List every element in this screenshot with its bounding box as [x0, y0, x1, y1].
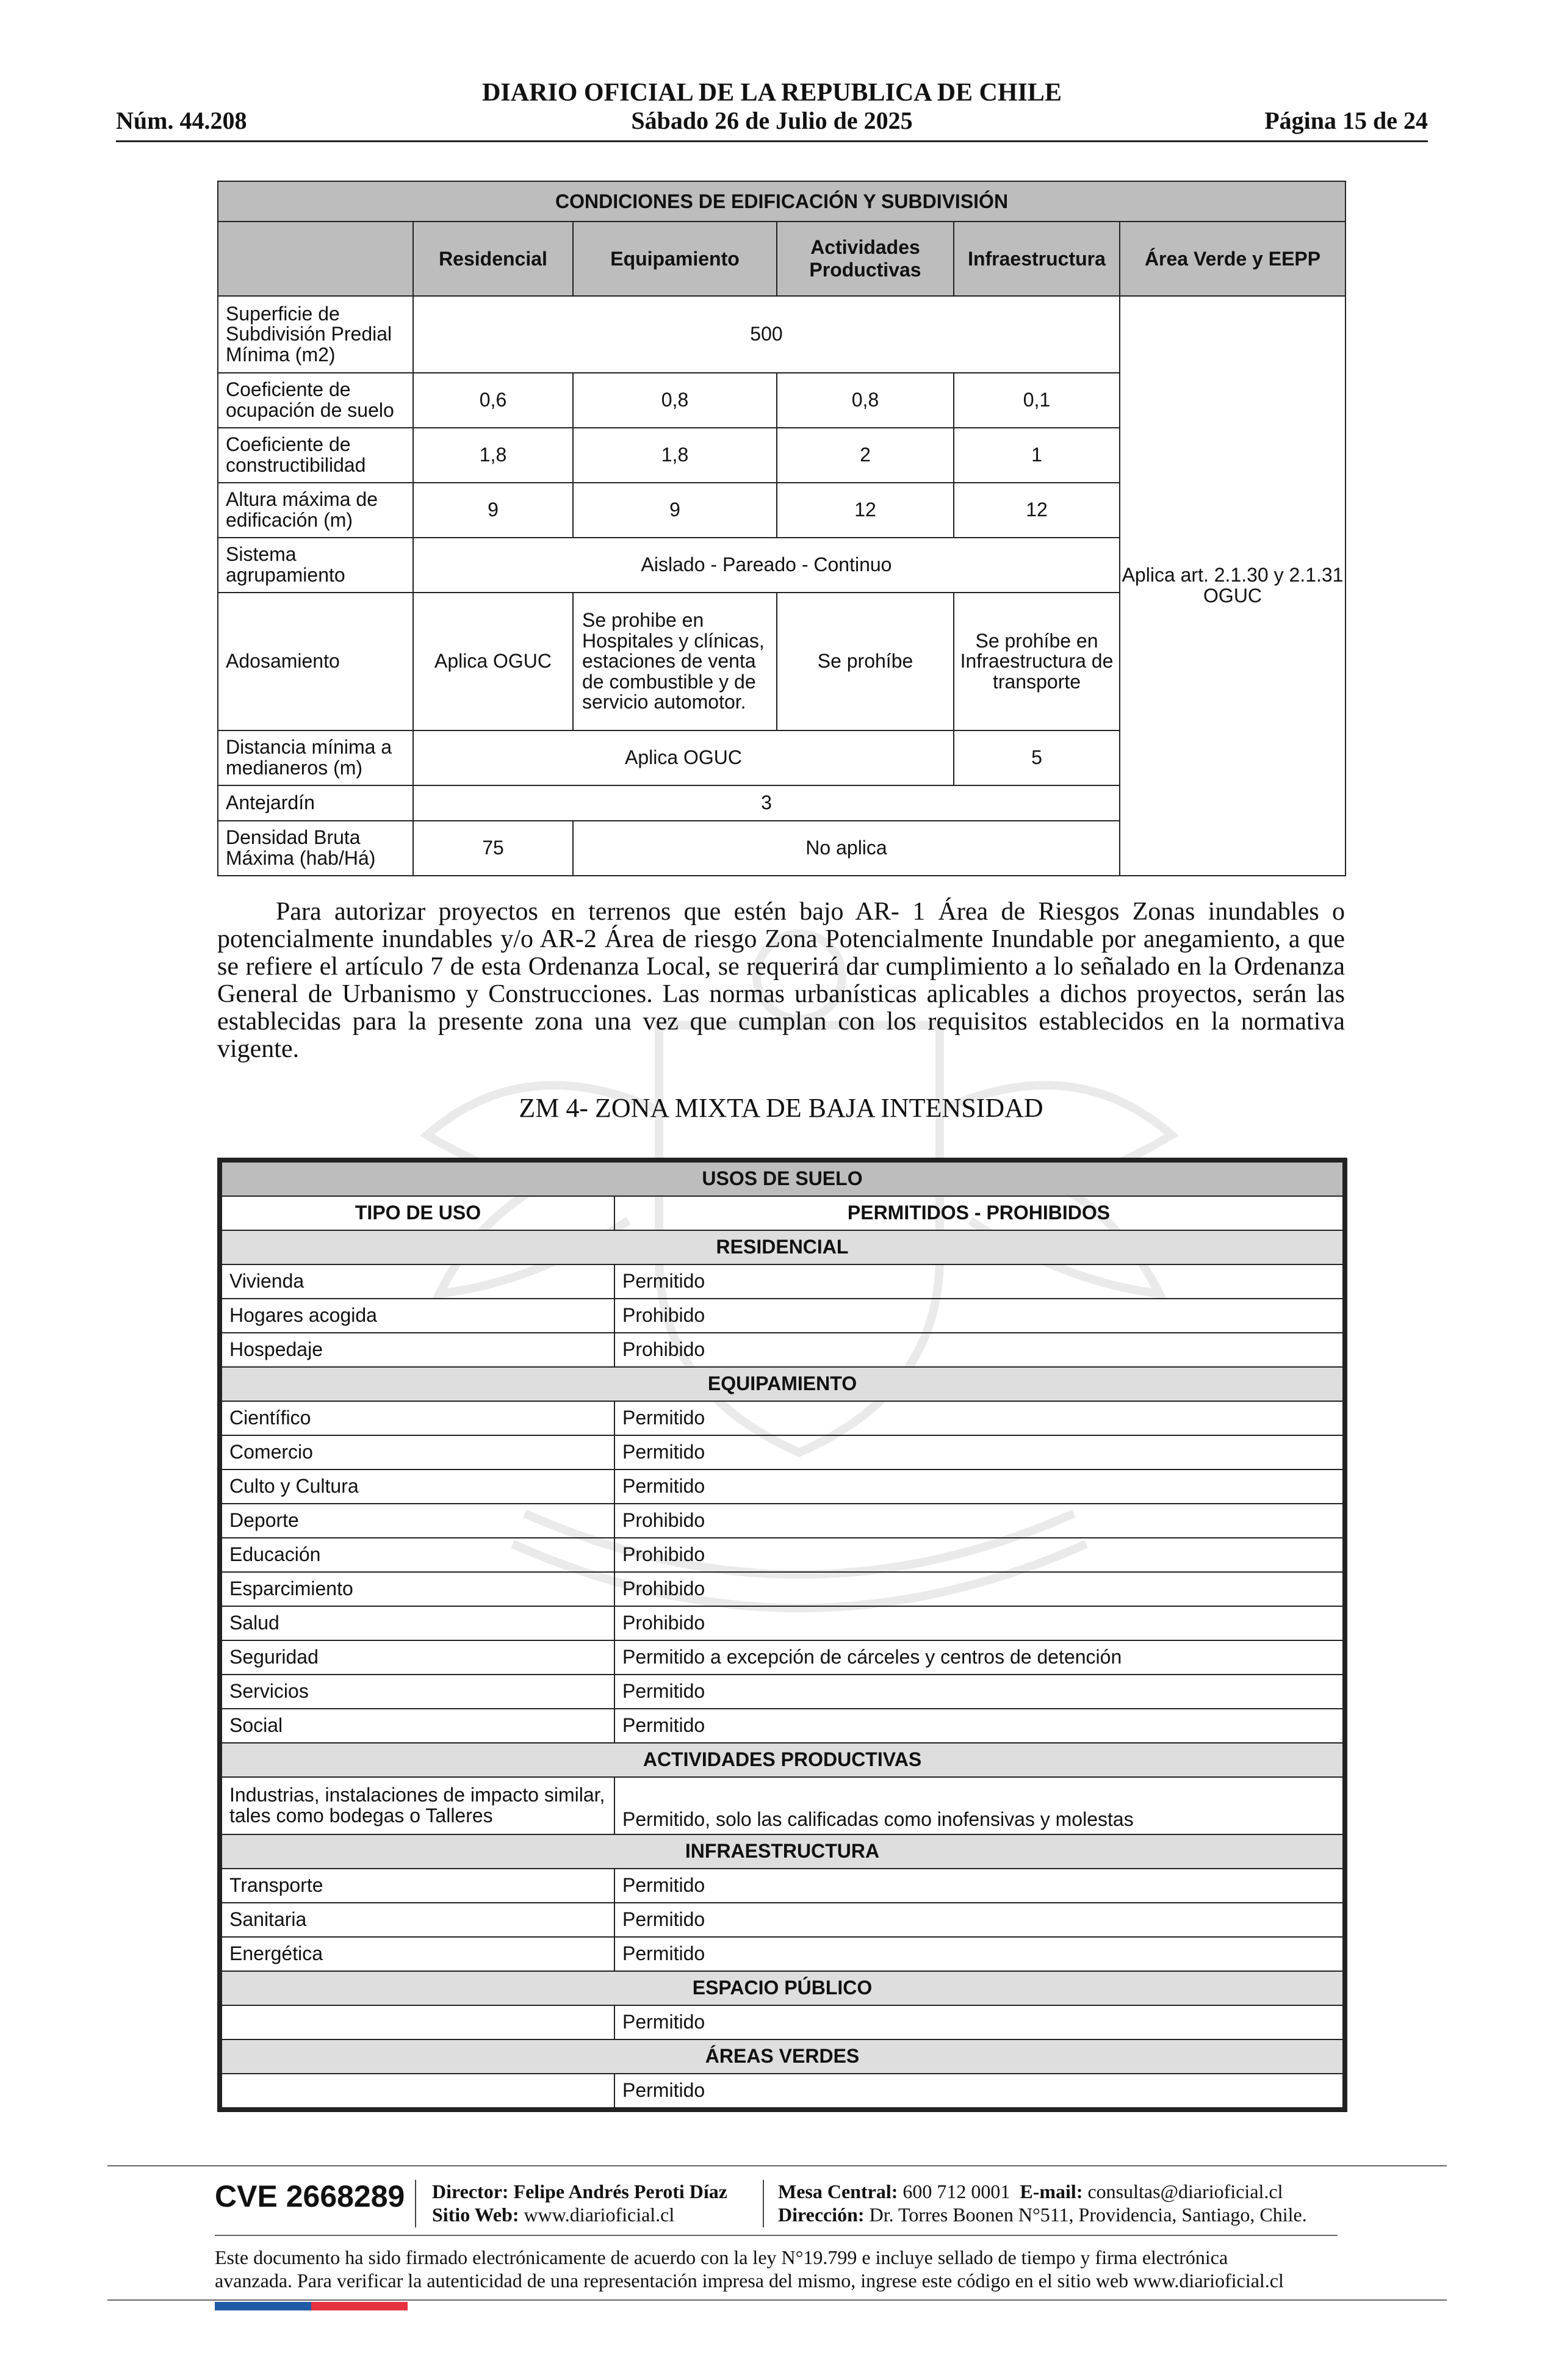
- table-row: [222, 1504, 1343, 1538]
- row-label-constructibilidad: Coeficiente de constructibilidad: [218, 428, 413, 483]
- sitio-web-link[interactable]: www.diarioficial.cl: [524, 2204, 675, 2226]
- constructibilidad-residencial: 1,8: [413, 428, 573, 483]
- signature-note-line: Este documento ha sido firmado electrónicamente de acuerdo con la ley N°19.799 e incluye sellado de tiempo y firma electrónica: [215, 2246, 1228, 2268]
- area-verde-cell: Aplica art. 2.1.30 y 2.1.31 OGUC: [1120, 296, 1345, 876]
- use-type: Energética: [222, 1937, 614, 1971]
- use-type: Educación: [222, 1538, 614, 1572]
- conditions-table: [217, 181, 1346, 876]
- footer-director-block: [432, 2180, 727, 2226]
- table-row: [222, 1264, 1343, 1299]
- use-type: Servicios: [222, 1675, 614, 1709]
- table-row: [222, 1435, 1343, 1469]
- mesa-phone: 600 712 0001: [902, 2180, 1010, 2202]
- use-status: Permitido: [614, 2005, 1343, 2039]
- use-type: Social: [222, 1709, 614, 1743]
- superficie-value: 500: [413, 296, 1120, 373]
- use-status: Prohibido: [614, 1572, 1343, 1606]
- flag-stripe-blue: [215, 2302, 311, 2310]
- table-row: [222, 1777, 1343, 1834]
- email-link[interactable]: consultas@diarioficial.cl: [1087, 2180, 1283, 2202]
- ocupacion-infraestructura: 0,1: [954, 373, 1120, 428]
- use-type: Hogares acogida: [222, 1299, 614, 1333]
- mesa-label: Mesa Central:: [778, 2180, 898, 2202]
- col-header-actividades: Actividades Productivas: [777, 222, 954, 296]
- use-status: Permitido, solo las calificadas como inofensivas y molestas: [614, 1777, 1343, 1834]
- footer-contact-block: [778, 2180, 1307, 2226]
- densidad-rest: No aplica: [573, 821, 1120, 876]
- use-type: [222, 2074, 614, 2108]
- ocupacion-residencial: 0,6: [413, 373, 573, 428]
- row-label-antejardin: Antejardín: [218, 785, 413, 821]
- land-use-title: USOS DE SUELO: [222, 1162, 1343, 1196]
- row-label-altura: Altura máxima de edificación (m): [218, 483, 413, 538]
- table-row: [222, 1538, 1343, 1572]
- adosamiento-equipamiento: Se prohibe en Hospitales y clínicas, estaciones de venta de combustible y de servicio automotor.: [573, 593, 777, 730]
- constructibilidad-actividades: 2: [777, 428, 954, 483]
- use-status: Permitido: [614, 1401, 1343, 1435]
- table-row: [222, 2005, 1343, 2039]
- footer-bottom-rule: [107, 2299, 1447, 2301]
- use-status: Permitido a excepción de cárceles y centros de detención: [614, 1640, 1343, 1675]
- table-row: [222, 1401, 1343, 1435]
- use-type: Comercio: [222, 1435, 614, 1469]
- densidad-residencial: 75: [413, 821, 573, 876]
- table-row: [222, 1903, 1343, 1937]
- use-status: Permitido: [614, 1675, 1343, 1709]
- page-number: Página 15 de 24: [1264, 107, 1428, 134]
- corner-cell: [218, 222, 413, 296]
- ocupacion-equipamiento: 0,8: [573, 373, 777, 428]
- use-status: Permitido: [614, 2074, 1343, 2108]
- col-header-residencial: Residencial: [413, 222, 573, 296]
- table-row: [222, 1299, 1343, 1333]
- header-rule: [116, 140, 1428, 142]
- sitio-label: Sitio Web:: [432, 2204, 519, 2226]
- section-actividades: ACTIVIDADES PRODUCTIVAS: [222, 1743, 1343, 1777]
- section-infraestructura: INFRAESTRUCTURA: [222, 1834, 1343, 1869]
- use-status: Prohibido: [614, 1606, 1343, 1640]
- adosamiento-residencial: Aplica OGUC: [413, 593, 573, 730]
- direccion-value: Dr. Torres Boonen N°511, Providencia, Santiago, Chile.: [869, 2204, 1307, 2226]
- conditions-table-title: CONDICIONES DE EDIFICACIÓN Y SUBDIVISIÓN: [218, 181, 1345, 222]
- col-header-tipo: TIPO DE USO: [222, 1196, 614, 1230]
- col-header-area-verde: Área Verde y EEPP: [1120, 222, 1345, 296]
- section-areas-verdes: ÁREAS VERDES: [222, 2039, 1343, 2074]
- zone-title: ZM 4- ZONA MIXTA DE BAJA INTENSIDAD: [519, 1093, 1043, 1123]
- table-row: [222, 1640, 1343, 1675]
- use-type: Esparcimiento: [222, 1572, 614, 1606]
- use-type: Transporte: [222, 1869, 614, 1903]
- distancia-value: Aplica OGUC: [413, 730, 954, 785]
- constructibilidad-equipamiento: 1,8: [573, 428, 777, 483]
- table-row: [222, 1937, 1343, 1971]
- use-type: Hospedaje: [222, 1333, 614, 1367]
- use-status: Permitido: [614, 1937, 1343, 1971]
- constructibilidad-infraestructura: 1: [954, 428, 1120, 483]
- use-status: Permitido: [614, 1869, 1343, 1903]
- paragraph-text: Para autorizar proyectos en terrenos que estén bajo AR- 1 Área de Riesgos Zonas inundables o potencialmente inundables y/o AR-2 Área de riesgo Zona Potencialmente Inundable por anegamiento, a que se refiere el artículo 7 de esta Ordenanza Local, se requerirá dar cumplimiento a lo señalado en la Ordenanza General de Urbanismo y Construcciones. Las normas urbanísticas aplicables a dichos proyectos, serán las establecidas para la presente zona una vez que cumplan con los requisitos establecidos en la normativa vigente.: [217, 898, 1345, 1063]
- footer-divider: [415, 2180, 416, 2227]
- col-header-infraestructura: Infraestructura: [954, 222, 1120, 296]
- director-label: Director:: [432, 2180, 509, 2202]
- issue-number: Núm. 44.208: [116, 107, 247, 134]
- table-row: [222, 1333, 1343, 1367]
- use-type: Salud: [222, 1606, 614, 1640]
- altura-infraestructura: 12: [954, 483, 1120, 538]
- distancia-infraestructura: 5: [954, 730, 1120, 785]
- use-type: [222, 2005, 614, 2039]
- antejardin-value: 3: [413, 785, 1120, 821]
- use-type: Seguridad: [222, 1640, 614, 1675]
- flag-stripe-red: [311, 2302, 408, 2310]
- use-status: Permitido: [614, 1264, 1343, 1299]
- publication-date: Sábado 26 de Julio de 2025: [631, 107, 913, 134]
- footer-top-rule: [107, 2165, 1447, 2166]
- signature-note-line: avanzada. Para verificar la autenticidad de una representación impresa del mismo, ingrese este código en el sitio web www.diarioficial.cl: [215, 2270, 1284, 2292]
- table-row: [222, 1469, 1343, 1504]
- footer-divider: [763, 2180, 764, 2227]
- table-row: [222, 1709, 1343, 1743]
- use-status: Prohibido: [614, 1538, 1343, 1572]
- signature-note: [215, 2246, 1374, 2292]
- section-espacio-publico: ESPACIO PÚBLICO: [222, 1971, 1343, 2005]
- row-label-agrupamiento: Sistema agrupamiento: [218, 538, 413, 593]
- direccion-label: Dirección:: [778, 2204, 865, 2226]
- col-header-permitidos: PERMITIDOS - PROHIBIDOS: [614, 1196, 1343, 1230]
- land-use-table: [221, 1161, 1344, 2108]
- table-row: [222, 1606, 1343, 1640]
- use-status: Permitido: [614, 1469, 1343, 1504]
- row-label-superficie: Superficie de Subdivisión Predial Mínima (m2): [218, 296, 413, 373]
- table-row: [222, 1675, 1343, 1709]
- ocupacion-actividades: 0,8: [777, 373, 954, 428]
- cve-code: CVE 2668289: [215, 2179, 405, 2213]
- body-paragraph: [217, 898, 1345, 1063]
- director-name: Felipe Andrés Peroti Díaz: [513, 2180, 727, 2202]
- altura-actividades: 12: [777, 483, 954, 538]
- row-label-adosamiento: Adosamiento: [218, 593, 413, 730]
- use-type: Vivienda: [222, 1264, 614, 1299]
- use-type: Sanitaria: [222, 1903, 614, 1937]
- row-label-distancia: Distancia mínima a medianeros (m): [218, 730, 413, 785]
- use-type: Culto y Cultura: [222, 1469, 614, 1504]
- use-type: Deporte: [222, 1504, 614, 1538]
- altura-equipamiento: 9: [573, 483, 777, 538]
- email-label: E-mail:: [1020, 2180, 1083, 2202]
- col-header-equipamiento: Equipamiento: [573, 222, 777, 296]
- section-residencial: RESIDENCIAL: [222, 1230, 1343, 1264]
- table-row: [222, 2074, 1343, 2108]
- table-row: [222, 1572, 1343, 1606]
- use-status: Prohibido: [614, 1504, 1343, 1538]
- section-equipamiento: EQUIPAMIENTO: [222, 1367, 1343, 1401]
- use-type: Industrias, instalaciones de impacto similar, tales como bodegas o Talleres: [222, 1777, 614, 1834]
- table-row: [222, 1869, 1343, 1903]
- altura-residencial: 9: [413, 483, 573, 538]
- row-label-ocupacion: Coeficiente de ocupación de suelo: [218, 373, 413, 428]
- use-status: Permitido: [614, 1435, 1343, 1469]
- footer-mid-rule: [215, 2235, 1338, 2236]
- page-header: [116, 78, 1428, 145]
- use-status: Prohibido: [614, 1299, 1343, 1333]
- land-use-table-frame: [217, 1158, 1347, 2112]
- use-status: Permitido: [614, 1903, 1343, 1937]
- use-status: Prohibido: [614, 1333, 1343, 1367]
- publication-title: DIARIO OFICIAL DE LA REPUBLICA DE CHILE: [482, 79, 1062, 107]
- adosamiento-actividades: Se prohíbe: [777, 593, 954, 730]
- adosamiento-infraestructura: Se prohíbe en Infraestructura de transporte: [954, 593, 1120, 730]
- agrupamiento-value: Aislado - Pareado - Continuo: [413, 538, 1120, 593]
- row-label-densidad: Densidad Bruta Máxima (hab/Há): [218, 821, 413, 876]
- use-status: Permitido: [614, 1709, 1343, 1743]
- use-type: Científico: [222, 1401, 614, 1435]
